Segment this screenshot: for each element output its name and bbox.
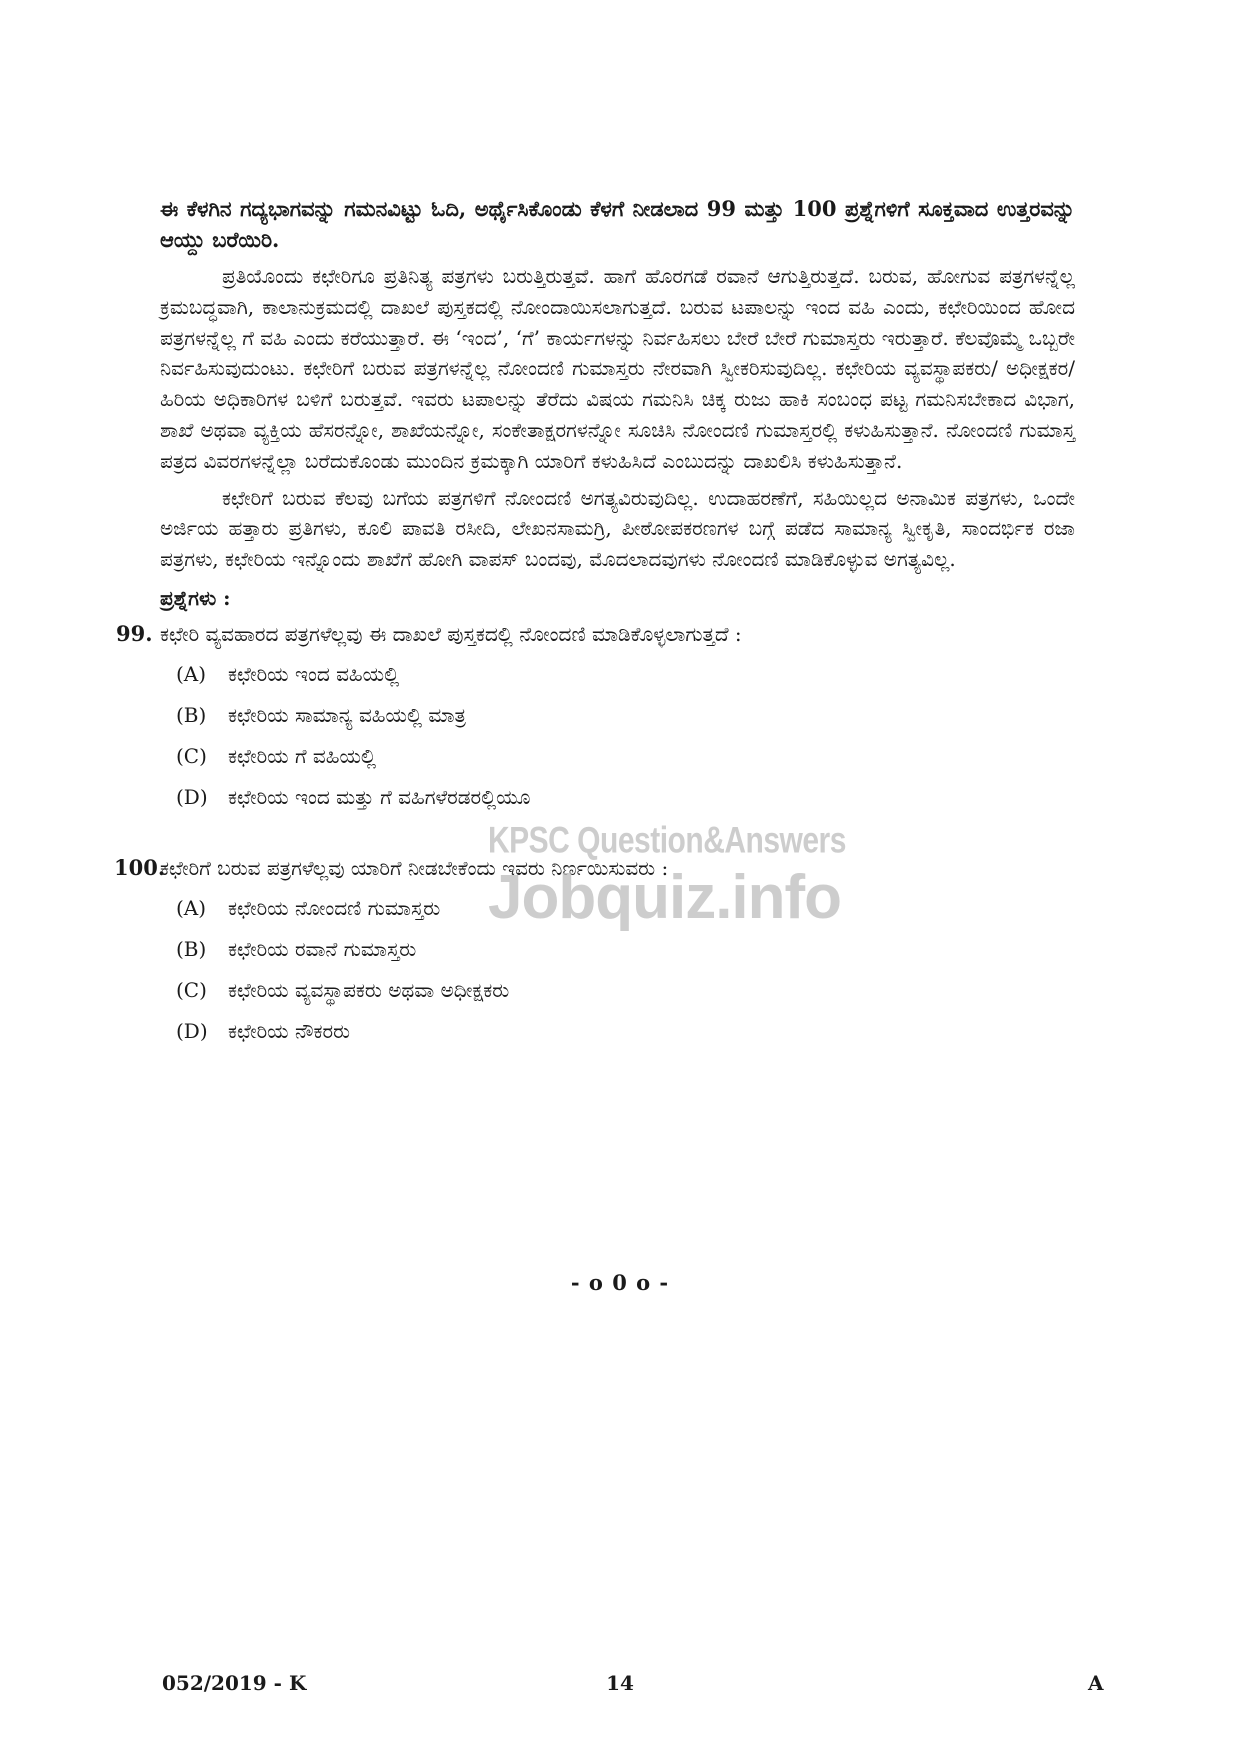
option-text: ಕಛೇರಿಯ ನೌಕರರು <box>228 1018 351 1043</box>
option-a <box>176 659 1075 700</box>
option-letter: (A) <box>176 661 207 686</box>
option-text: ಕಛೇರಿಯ ಗೆ ವಹಿಯಲ್ಲಿ <box>228 743 377 768</box>
footer-series: A <box>1088 1671 1104 1695</box>
option-letter: (D) <box>176 784 208 809</box>
option-text: ಕಛೇರಿಯ ವ್ಯವಸ್ಥಾಪಕರು ಅಥವಾ ಅಧೀಕ್ಷಕರು <box>228 977 510 1002</box>
question-text: ಕಛೇರಿಗೆ ಬರುವ ಪತ್ರಗಳೆಲ್ಲವು ಯಾರಿಗೆ ನೀಡಬೇಕೆಂದು ಇವರು ನಿರ್ಣಯಿಸುವರು : <box>160 855 669 880</box>
option-text: ಕಛೇರಿಯ ಇಂದ ಮತ್ತು ಗೆ ವಹಿಗಳೆರಡರಲ್ಲಿಯೂ <box>228 784 531 809</box>
option-letter: (D) <box>176 1018 208 1043</box>
question-number: 100. <box>114 854 166 880</box>
questions-heading: ಪ್ರಶ್ನೆಗಳು : <box>160 585 231 610</box>
watermark-line-1: KPSC Question&Answers <box>488 820 846 862</box>
option-letter: (C) <box>176 977 207 1002</box>
option-d <box>176 782 1075 823</box>
question-stem <box>116 619 1075 649</box>
end-of-paper-mark: - o 0 o - <box>570 1270 670 1295</box>
option-c <box>176 741 1075 782</box>
option-text: ಕಛೇರಿಯ ರವಾನೆ ಗುಮಾಸ್ತರು <box>228 936 417 961</box>
option-letter: (C) <box>176 743 207 768</box>
option-c <box>176 975 1075 1016</box>
question-text: ಕಛೇರಿ ವ್ಯವಹಾರದ ಪತ್ರಗಳೆಲ್ಲವು ಈ ದಾಖಲೆ ಪುಸ್ತಕದಲ್ಲಿ ನೋಂದಣಿ ಮಾಡಿಕೊಳ್ಳಲಾಗುತ್ತದೆ : <box>160 621 742 646</box>
footer-paper-code: 052/2019 - K <box>162 1671 307 1695</box>
options-list <box>176 659 1075 823</box>
instruction-text: ಈ ಕೆಳಗಿನ ಗದ್ಯಭಾಗವನ್ನು ಗಮನವಿಟ್ಟು ಓದಿ, ಅರ್ಥೈಸಿಕೊಂಡು ಕೆಳಗೆ ನೀಡಲಾದ 99 ಮತ್ತು 100 ಪ್ರಶ್ನೆಗಳಿಗೆ ಸೂಕ್ತವಾದ ಉತ್ತರವನ್ನು ಆಯ್ದು ಬರೆಯಿರಿ. <box>160 196 1075 252</box>
page-content <box>114 193 1075 1057</box>
question-99 <box>116 619 1075 823</box>
option-text: ಕಛೇರಿಯ ನೋಂದಣಿ ಗುಮಾಸ್ತರು <box>228 895 441 920</box>
option-text: ಕಛೇರಿಯ ಸಾಮಾನ್ಯ ವಹಿಯಲ್ಲಿ ಮಾತ್ರ <box>228 702 466 727</box>
footer-page-number: 14 <box>606 1671 634 1695</box>
option-letter: (B) <box>176 936 207 961</box>
question-number: 99. <box>116 620 153 646</box>
option-d <box>176 1016 1075 1057</box>
options-list <box>176 893 1075 1057</box>
question-stem <box>114 853 1075 883</box>
option-b <box>176 700 1075 741</box>
option-letter: (B) <box>176 702 207 727</box>
option-letter: (A) <box>176 895 207 920</box>
watermark-line-2: Jobquiz.info <box>488 863 842 932</box>
passage-paragraph-1: ಪ್ರತಿಯೊಂದು ಕಛೇರಿಗೂ ಪ್ರತಿನಿತ್ಯ ಪತ್ರಗಳು ಬರುತ್ತಿರುತ್ತವೆ. ಹಾಗೆ ಹೊರಗಡೆ ರವಾನೆ ಆಗುತ್ತಿರುತ್ತದೆ. ಬರುವ, ಹೋಗುವ ಪತ್ರಗಳನ್ನೆಲ್ಲ ಕ್ರಮಬದ್ಧವಾಗಿ, ಕಾಲಾನುಕ್ರಮದಲ್ಲಿ ದಾಖಲೆ ಪುಸ್ತಕದಲ್ಲಿ ನೋಂದಾಯಿಸಲಾಗುತ್ತದೆ. ಬರುವ ಟಪಾಲನ್ನು ಇಂದ ವಹಿ ಎಂದು, ಕಛೇರಿಯಿಂದ ಹೋದ ಪತ್ರಗಳನ್ನೆಲ್ಲ ಗೆ ವಹಿ ಎಂದು ಕರೆಯುತ್ತಾರೆ. ಈ ‘ಇಂದ’, ‘ಗೆ’ ಕಾರ್ಯಗಳನ್ನು ನಿರ್ವಹಿಸಲು ಬೇರೆ ಬೇರೆ ಗುಮಾಸ್ತರು ಇರುತ್ತಾರೆ. ಕೆಲವೊಮ್ಮೆ ಒಬ್ಬರೇ ನಿರ್ವಹಿಸುವುದುಂಟು. ಕಛೇರಿಗೆ ಬರುವ ಪತ್ರಗಳನ್ನೆಲ್ಲ ನೋಂದಣಿ ಗುಮಾಸ್ತರು ನೇರವಾಗಿ ಸ್ವೀಕರಿಸುವುದಿಲ್ಲ. ಕಛೇರಿಯ ವ್ಯವಸ್ಥಾಪಕರು/ ಅಧೀಕ್ಷಕರ/ ಹಿರಿಯ ಅಧಿಕಾರಿಗಳ ಬಳಿಗೆ ಬರುತ್ತವೆ. ಇವರು ಟಪಾಲನ್ನು ತೆರೆದು ವಿಷಯ ಗಮನಿಸಿ ಚಿಕ್ಕ ರುಜು ಹಾಕಿ ಸಂಬಂಧ ಪಟ್ಟ ಗಮನಿಸಬೇಕಾದ ವಿಭಾಗ, ಶಾಖೆ ಅಥವಾ ವ್ಯಕ್ತಿಯ ಹೆಸರನ್ನೋ, ಶಾಖೆಯನ್ನೋ, ಸಂಕೇತಾಕ್ಷರಗಳನ್ನೋ ಸೂಚಿಸಿ ನೋಂದಣಿ ಗುಮಾಸ್ತರಲ್ಲಿ ಕಳುಹಿಸುತ್ತಾನೆ. ನೋಂದಣಿ ಗುಮಾಸ್ತ ಪತ್ರದ ವಿವರಗಳನ್ನೆಲ್ಲಾ ಬರೆದುಕೊಂಡು ಮುಂದಿನ ಕ್ರಮಕ್ಕಾಗಿ ಯಾರಿಗೆ ಕಳುಹಿಸಿದೆ ಎಂಬುದನ್ನು ದಾಖಲಿಸಿ ಕಳುಹಿಸುತ್ತಾನೆ. <box>160 264 1075 473</box>
option-b <box>176 934 1075 975</box>
option-text: ಕಛೇರಿಯ ಇಂದ ವಹಿಯಲ್ಲಿ <box>228 661 400 686</box>
passage-paragraph-2: ಕಛೇರಿಗೆ ಬರುವ ಕೆಲವು ಬಗೆಯ ಪತ್ರಗಳಿಗೆ ನೋಂದಣಿ ಅಗತ್ಯವಿರುವುದಿಲ್ಲ. ಉದಾಹರಣೆಗೆ, ಸಹಿಯಿಲ್ಲದ ಅನಾಮಿಕ ಪತ್ರಗಳು, ಒಂದೇ ಅರ್ಜಿಯ ಹತ್ತಾರು ಪ್ರತಿಗಳು, ಕೂಲಿ ಪಾವತಿ ರಸೀದಿ, ಲೇಖನಸಾಮಗ್ರಿ, ಪೀಠೋಪಕರಣಗಳ ಬಗ್ಗೆ ಪಡೆದ ಸಾಮಾನ್ಯ ಸ್ವೀಕೃತಿ, ಸಾಂದರ್ಭಿಕ ರಜಾ ಪತ್ರಗಳು, ಕಛೇರಿಯ ಇನ್ನೊಂದು ಶಾಖೆಗೆ ಹೋಗಿ ವಾಪಸ್ ಬಂದವು, ಮೊದಲಾದವುಗಳು ನೋಂದಣಿ ಮಾಡಿಕೊಳ್ಳುವ ಅಗತ್ಯವಿಲ್ಲ. <box>160 485 1075 572</box>
option-a <box>176 893 1075 934</box>
question-100 <box>114 853 1075 1057</box>
